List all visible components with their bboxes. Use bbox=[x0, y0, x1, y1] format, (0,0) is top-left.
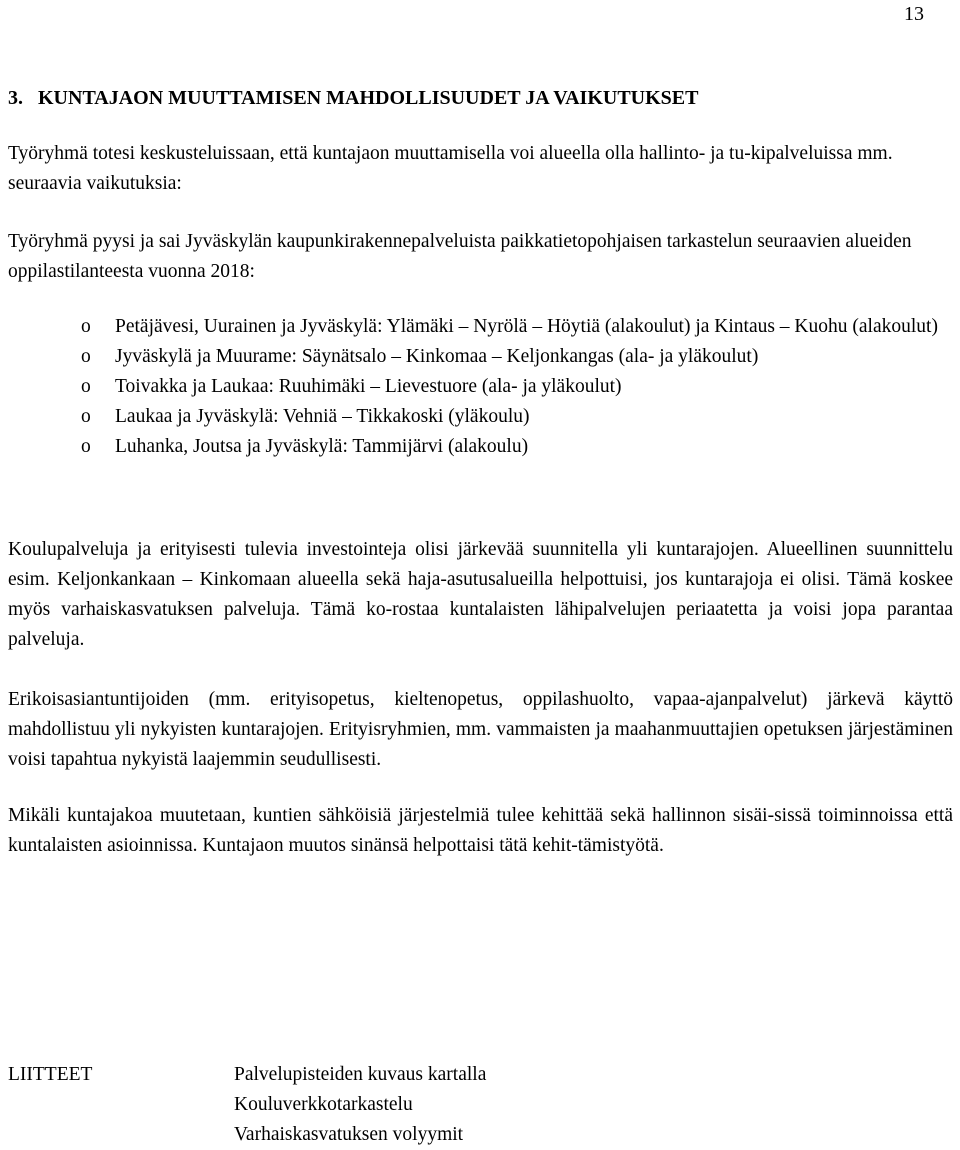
section-title: KUNTAJAON MUUTTAMISEN MAHDOLLISUUDET JA VAIKUTUKSET bbox=[38, 87, 699, 109]
list-item bbox=[8, 372, 953, 402]
appendices-label: LIITTEET bbox=[8, 1064, 93, 1085]
bullet-icon: o bbox=[81, 316, 91, 337]
bullet-icon: o bbox=[81, 376, 91, 397]
list-item bbox=[8, 342, 953, 372]
appendices-list bbox=[234, 1060, 486, 1150]
electronic-systems-paragraph: Mikäli kuntajakoa muutetaan, kuntien sähköisiä järjestelmiä tulee kehittää sekä hallinnon sisäi-sissä toiminnoissa että kuntalaisten asioinnissa. Kuntajaon muutos sinänsä helpottaisi tätä kehit-tämistyötä. bbox=[8, 805, 953, 856]
specialists-paragraph: Erikoisasiantuntijoiden (mm. erityisopetus, kieltenopetus, oppilashuolto, vapaa-ajanpalvelut) järkevä käyttö mahdollistuu yli nykyisten kuntarajojen. Erityisryhmien, mm. vammaisten ja maahanmuuttajien opetuksen järjestäminen voisi tapahtua nykyistä laajemmin seudullisesti. bbox=[8, 689, 953, 770]
list-item-text: Toivakka ja Laukaa: Ruuhimäki – Lievestuore (ala- ja yläkoulut) bbox=[115, 376, 622, 397]
list-item-text: Jyväskylä ja Muurame: Säynätsalo – Kinkomaa – Keljonkangas (ala- ja yläkoulut) bbox=[115, 346, 759, 367]
section-heading bbox=[8, 84, 948, 112]
appendix-item: Varhaiskasvatuksen volyymit bbox=[234, 1124, 464, 1145]
school-services-paragraph: Koulupalveluja ja erityisesti tulevia investointeja olisi järkevää suunnitella yli kuntarajojen. Alueellinen suunnittelu esim. Keljonkankaan – Kinkomaan alueella sekä haja-asutusalueilla helpottuisi, jos kuntarajoja ei olisi. Tämä koskee myös varhaiskasvatuksen palveluja. Tämä ko-rostaa kuntalaisten lähipalvelujen periaatetta ja voisi jopa parantaa palveluja. bbox=[8, 539, 953, 650]
page-number: 13 bbox=[904, 3, 924, 25]
appendix-item: Palvelupisteiden kuvaus kartalla bbox=[234, 1064, 487, 1085]
study-paragraph: Työryhmä pyysi ja sai Jyväskylän kaupunkirakennepalveluista paikkatietopohjaisen tarkastelun seuraavien alueiden oppilastilanteesta vuonna 2018: bbox=[8, 231, 912, 282]
list-item bbox=[8, 312, 953, 342]
list-item-text: Luhanka, Joutsa ja Jyväskylä: Tammijärvi (alakoulu) bbox=[115, 436, 529, 457]
list-item-text: Petäjävesi, Uurainen ja Jyväskylä: Ylämäki – Nyrölä – Höytiä (alakoulut) ja Kintaus – Kuohu (alakoulut) bbox=[115, 316, 938, 337]
list-item-text: Laukaa ja Jyväskylä: Vehniä – Tikkakoski (yläkoulu) bbox=[115, 406, 530, 427]
intro-paragraph: Työryhmä totesi keskusteluissaan, että kuntajaon muuttamisella voi alueella olla hallinto- ja tu-kipalveluissa mm. seuraavia vaikutuksia: bbox=[8, 143, 893, 194]
list-item bbox=[8, 432, 953, 462]
area-list bbox=[8, 312, 953, 462]
appendix-item: Kouluverkkotarkastelu bbox=[234, 1094, 413, 1115]
bullet-icon: o bbox=[81, 436, 91, 457]
bullet-icon: o bbox=[81, 346, 91, 367]
list-item bbox=[8, 402, 953, 432]
bullet-icon: o bbox=[81, 406, 91, 427]
section-number: 3. bbox=[8, 87, 23, 109]
